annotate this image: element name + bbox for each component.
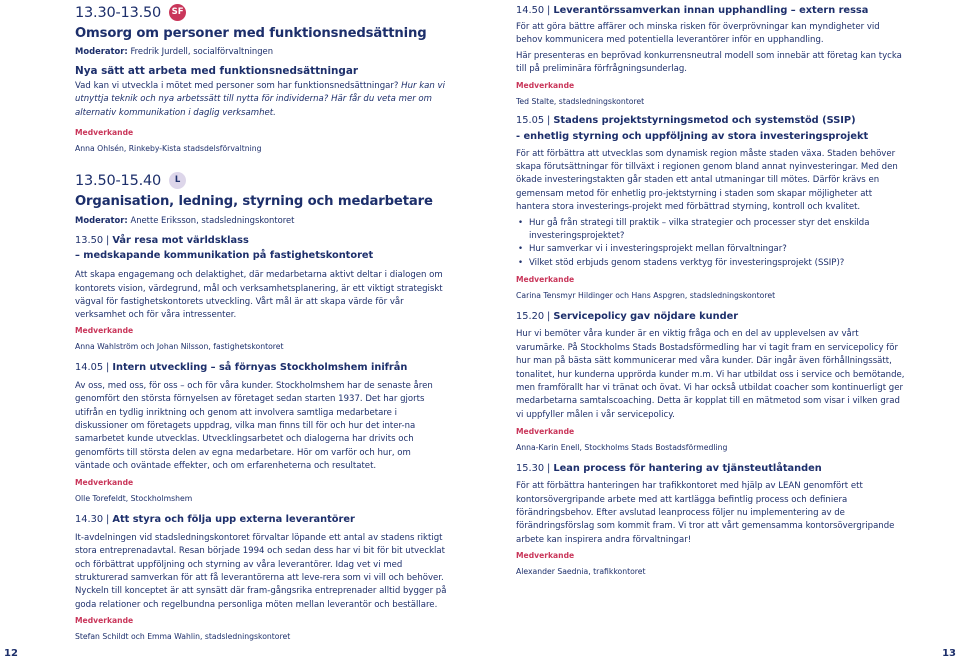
moderator <box>75 45 447 57</box>
session-title-line2: - enhetlig styrning och uppföljning av stora investeringsprojekt <box>516 130 869 142</box>
session-body: Av oss, med oss, för oss – och för våra kunder. Stockholmshem har de senaste åren genomfört den största förnyelsen av företaget sedan starten 1937. Det har gjorts utifrån en tydlig inriktning och genom att involvera samtliga medarbetare i diskussioner om företagets uppdrag, vilka man finns till för och hur det inter-na samarbetet kunde utvecklas. Utvecklingsarbetet och dialogerna har drivits och genomförts till största delen av egna medarbetare. Hör om varför och hur, om väntade och oväntade effekter, och om erfarenheterna och resultatet. <box>75 380 433 472</box>
session-body: Hur vi bemöter våra kunder är en viktig fråga och en del av upplevelsen av vårt varumärke. På Stockholms Stads Bostadsförmedling har vi tagit fram en servicepolicy för hur man på bästa sätt kommunicerar med våra kunder. Där ingår även förhållningssätt, tonalitet, hur kunderna upprörda kunder m.m. Vi har utbildat oss i service och bemötande, men framförallt har vi tränat och övat. Vi har också utbildat coacher som kontinuerligt ger medarbetarna samtalscoaching. Detta är kopplat till en mätmetod som visar i vilken grad vi uppfyller målen i vår servicepolicy. <box>516 329 905 420</box>
session-time: 15.20 <box>516 311 545 323</box>
session-title-text: Att styra och följa upp externa leverantörer <box>112 513 355 525</box>
session-separator: | <box>106 235 110 247</box>
session-title <box>75 513 447 527</box>
track-badge-l: L <box>169 172 186 189</box>
session <box>516 114 908 303</box>
session-time: 15.30 <box>516 463 545 475</box>
page-number: 12 <box>4 648 18 659</box>
session-title <box>516 462 908 476</box>
moderator-name: Fredrik Jurdell, socialförvaltningen <box>130 46 274 56</box>
session-separator: | <box>547 311 551 323</box>
session-body-2: Här presenteras en beprövad konkurrensneutral modell som innebär att företag kan tycka till på preliminära förfrågningsunderlag. <box>516 50 902 75</box>
session-title <box>75 234 447 248</box>
body-italic: Hur kan vi utnyttja teknik och nya arbetssätt till nytta för individerna? <box>75 81 445 105</box>
session-title <box>516 4 908 18</box>
track-time-row <box>75 170 447 192</box>
participants: Olle Torefeldt, Stockholmshem <box>75 493 193 503</box>
participants-label: Medverkande <box>75 325 134 335</box>
participants: Anna Wahlström och Johan Nilsson, fastighetskontoret <box>75 341 284 351</box>
track-sf <box>75 2 447 155</box>
session <box>516 310 908 454</box>
session-title-line2: – medskapande kommunikation på fastighetskontoret <box>75 250 374 262</box>
track-time: 13.50-15.40 <box>75 172 162 189</box>
participants-label: Medverkande <box>75 616 134 626</box>
right-page <box>480 0 960 663</box>
right-column <box>516 0 908 578</box>
section-body <box>75 80 447 120</box>
track-time: 13.30-13.50 <box>75 4 162 21</box>
session-title-text: Intern utveckling – så förnyas Stockholmshem inifrån <box>112 361 408 373</box>
session-body: För att göra bättre affärer och minska risken för överprövningar kan myndigheter vid behov kommunicera med potentiella leverantörer inför en upphandling. <box>516 22 880 46</box>
session-body: It-avdelningen vid stadsledningskontoret förvaltar löpande ett antal av stadens riktigt stora entreprenadavtal. Resan började 1994 och sedan dess har vi bit för bit utvecklat och förbättrat uppföljning och styrning av våra leverantörer. Idag vet vi med strukturerad samverkan för att få leverantörerna att leve-rera som vi vill och behöver. Nyckeln till konceptet är att synsätt där fram-gångsrika entreprenader alltid bygger på goda relationer och regelbundna personliga möten mellan leverantör och beställare. <box>75 532 447 610</box>
session-separator: | <box>547 5 551 16</box>
session-title <box>516 310 908 324</box>
participants-label: Medverkande <box>516 80 575 90</box>
session-time: 15.05 <box>516 114 545 126</box>
section-subtitle: Nya sätt att arbeta med funktionsnedsättningar <box>75 65 358 77</box>
track-title: Omsorg om personer med funktionsnedsättning <box>75 26 427 41</box>
session <box>75 234 447 353</box>
session-title-text: Vår resa mot världsklass <box>112 235 249 247</box>
moderator-label: Moderator: <box>75 46 128 56</box>
session-separator: | <box>547 463 551 475</box>
participants: Alexander Saednia, trafikkontoret <box>516 567 646 577</box>
page-number: 13 <box>942 648 956 659</box>
session-time: 14.50 <box>516 5 545 16</box>
session <box>75 513 447 643</box>
session-time: 13.50 <box>75 235 104 247</box>
session-separator: | <box>106 513 110 525</box>
session-separator: | <box>106 361 110 373</box>
participants-label: Medverkande <box>516 551 575 561</box>
bullet-list <box>516 217 908 271</box>
body-after: Här får du veta mer om alternativ kommunikation i daglig verksamhet. <box>75 94 432 118</box>
participants-label: Medverkande <box>516 275 575 285</box>
participants: Anna Ohlsén, Rinkeby-Kista stadsdelsförvaltning <box>75 144 262 154</box>
session <box>516 4 908 108</box>
session-body: För att förbättra att utvecklas som dynamisk region måste staden växa. Staden behöver skapa förutsättningar för tillväxt i regionen genom bland annat nyinvesteringar. Med den ökade investeringstakten går staden ett antal utmaningar till mötes. Därför krävs en gemensam metod för enhetlig pro-jektstyrning i staden som skapar möjligheter att hantera stora investerings-projekt med förbättrad styrning, kontroll och kvalitet. <box>516 148 898 213</box>
session-time: 14.05 <box>75 361 104 373</box>
moderator-name: Anette Eriksson, stadsledningskontoret <box>130 215 295 226</box>
bullet-item: • Vilket stöd erbjuds genom stadens verktyg för investeringsprojekt (SSIP)? <box>516 257 908 270</box>
participants-label: Medverkande <box>516 427 575 437</box>
session-body: För att förbättra hanteringen har trafikkontoret med hjälp av LEAN genomfört ett kontorsövergripande arbete med att kartlägga befintlig process och definiera förändringsbehov. Efter avslutad leanprocess följer nu implementering av de förändringsförslag som kommit fram. Vi tror att vårt gemensamma kontorsövergripande arbete kan inspirera andra förvaltningar! <box>516 481 895 545</box>
session <box>75 361 447 505</box>
body-normal: Vad kan vi utveckla i mötet med personer som har funktionsnedsättningar? <box>75 81 399 91</box>
participants: Ted Stalte, stadsledningskontoret <box>516 96 645 106</box>
participants: Anna-Karin Enell, Stockholms Stads Bostadsförmedling <box>516 443 728 453</box>
session-title-text: Lean process för hantering av tjänsteutlåtanden <box>553 463 822 475</box>
session-separator: | <box>547 114 551 126</box>
session-body: Att skapa engagemang och delaktighet, där medarbetarna aktivt deltar i dialogen om kontorets vision, värdegrund, mål och verksamhetsplanering, är ett viktigt strategiskt vägval för fastighetskontorets utveckling. Vårt mål är att skapa värde för vår verksamhet och för våra intressenter. <box>75 270 443 321</box>
track-title: Organisation, ledning, styrning och medarbetare <box>75 194 433 210</box>
session-title-text: Servicepolicy gav nöjdare kunder <box>553 311 739 323</box>
participants: Stefan Schildt och Emma Wahlin, stadsledningskontoret <box>75 632 291 642</box>
session-title-text: Stadens projektstyrningsmetod och systemstöd (SSIP) <box>553 114 856 126</box>
participants-label: Medverkande <box>75 128 134 138</box>
session-title-text: Leverantörssamverkan innan upphandling – extern ressa <box>553 5 869 16</box>
moderator-label: Moderator: <box>75 215 128 226</box>
participants: Carina Tensmyr Hildinger och Hans Aspgren, stadsledningskontoret <box>516 291 776 301</box>
bullet-item: • Hur gå från strategi till praktik – vilka strategier och processer styr det enskilda investeringsprojektet? <box>516 217 908 244</box>
track-badge-sf: SF <box>169 4 186 21</box>
track-l <box>75 170 447 226</box>
session-time: 14.30 <box>75 513 104 525</box>
track-time-row <box>75 2 447 24</box>
session <box>516 462 908 578</box>
participants-label: Medverkande <box>75 477 134 487</box>
bullet-item: • Hur samverkar vi i investeringsprojekt mellan förvaltningar? <box>516 243 908 256</box>
session-title <box>516 114 908 128</box>
left-column <box>75 0 447 643</box>
moderator <box>75 214 447 226</box>
session-title <box>75 361 447 375</box>
